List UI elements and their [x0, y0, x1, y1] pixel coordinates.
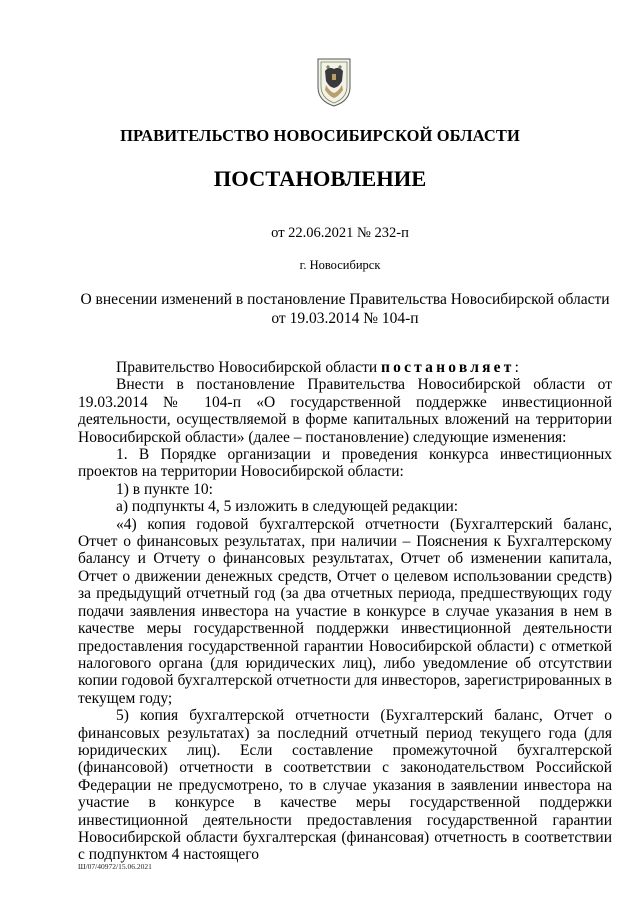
city-line: г. Новосибирск	[299, 258, 381, 272]
intro-end: :	[514, 359, 519, 376]
document-body	[78, 359, 612, 864]
subject-line-2: от 19.03.2014 № 104-п	[271, 310, 419, 327]
paragraph: 1. В Порядке организации и проведения конкурса инвестиционных проектов на территории Новосибирской области:	[78, 446, 612, 481]
paragraph: «4) копия годовой бухгалтерской отчетности (Бухгалтерский баланс, Отчет о финансовых результатах, при наличии – Пояснения к Бухгалтерскому балансу и Отчету о финансовых результатах, Отчет об изменении капитала, Отчет о движении денежных средств, Отчет о целевом использовании средств) за предыдущий отчетный год (за два отчетных периода, предшествующих году подачи заявления инвестора на участие в конкурсе в случае указания в нем в качестве меры государственной поддержки инвестиционной деятельности предоставления государственной гарантии Новосибирской области) с отметкой налогового органа (для юридических лиц), либо уведомление об отсутствии копии годовой бухгалтерской отчетности для инвесторов, зарегистрированных в текущем году;	[78, 515, 612, 707]
paragraph: 5) копия бухгалтерской отчетности (Бухгалтерский баланс, Отчет о финансовых результатах) за последний отчетный период текущего года (для юридических лиц). Если составление промежуточной бухгалтерской (финансовой) отчетности в соответствии с законодательством Российской Федерации не предусмотрено, то в случае указания в заявлении инвестора на участие в конкурсе в качестве меры государственной поддержки инвестиционной деятельности предоставления государственной гарантии Новосибирской области бухгалтерская (финансовая) отчетность в соответствии с подпунктом 4 настоящего	[78, 707, 612, 864]
footer-doc-code: Ш/07/40972/15.06.2021	[78, 862, 152, 871]
coat-of-arms-emblem	[315, 57, 353, 107]
document-type-title: ПОСТАНОВЛЕНИЕ	[213, 166, 427, 191]
intro-paragraph	[78, 359, 612, 376]
intro-lead: Правительство Новосибирской области	[116, 359, 378, 376]
subject-line-1: О внесении изменений в постановление Правительства Новосибирской области	[80, 291, 610, 308]
paragraph: 1) в пункте 10:	[116, 480, 213, 498]
document-subject	[78, 290, 612, 328]
government-name: ПРАВИТЕЛЬСТВО НОВОСИБИРСКОЙ ОБЛАСТИ	[120, 126, 520, 145]
paragraph: а) подпункты 4, 5 изложить в следующей редакции:	[116, 498, 459, 516]
date-number-line: от 22.06.2021 № 232-п	[271, 225, 409, 241]
paragraph: Внести в постановление Правительства Новосибирской области от 19.03.2014 № 104-п «О государственной поддержке инвестиционной деятельности, осуществляемой в форме капитальных вложений на территории Новосибирской области» (далее – постановление) следующие изменения:	[78, 376, 612, 446]
intro-resolves-word: постановляет	[381, 359, 515, 376]
